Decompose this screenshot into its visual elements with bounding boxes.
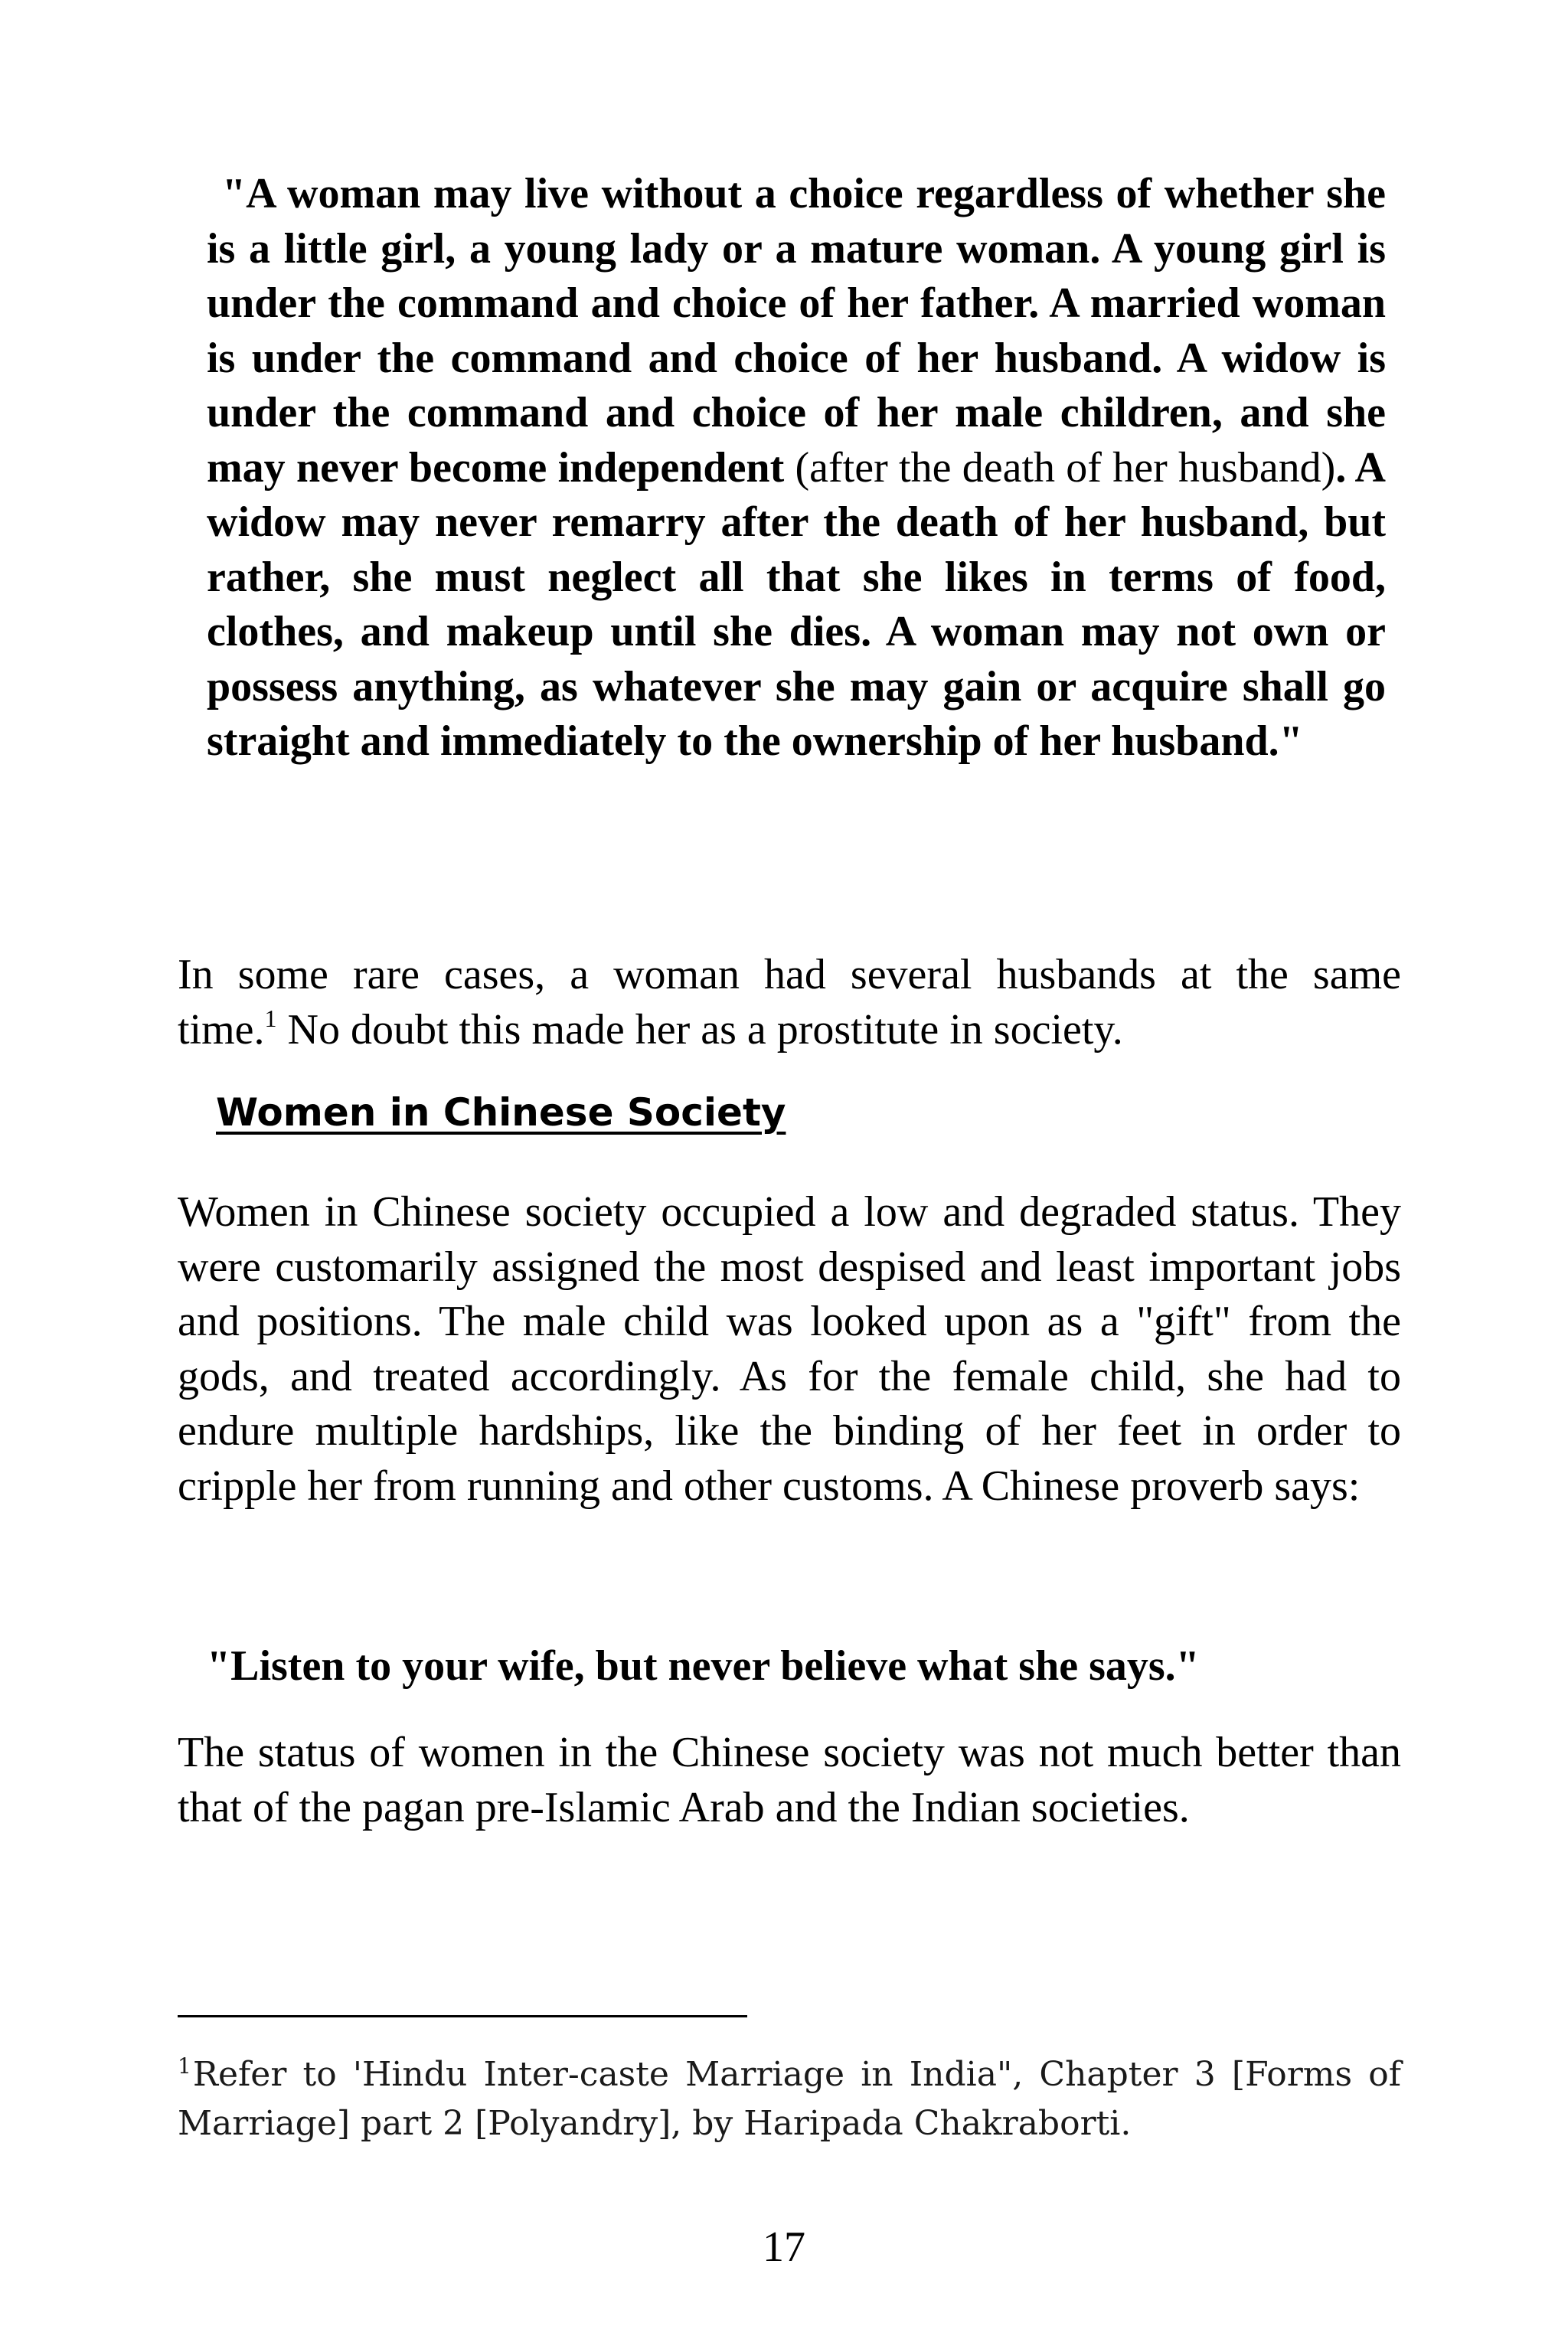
paragraph-1-text-before: In some rare cases, a woman had several husbands at the same time. — [178, 951, 1401, 1054]
chinese-proverb: "Listen to your wife, but never believe what she says." — [207, 1642, 1200, 1690]
footnote-marker: 1 — [178, 2053, 191, 2079]
footnote-text: Refer to 'Hindu Inter-caste Marriage in India", Chapter 3 [Forms of Marriage] part 2 [Polyandry], by Haripada Chakraborti. — [178, 2055, 1401, 2143]
quote-bold-part-1: "A woman may live without a choice regardless of whether she is a little girl, a young lady or a mature woman. A young girl is under the command and choice of her father. A married woman is under the command and choice of her husband. A widow is under the command and choice of her male children, and she may never become independent — [207, 170, 1386, 492]
paragraph-1-text-after: No doubt this made her as a prostitute in society. — [287, 1005, 1123, 1054]
section-heading-chinese-society: Women in Chinese Society — [216, 1090, 786, 1135]
page-number: 17 — [763, 2223, 805, 2271]
quote-bold-part-2: . A widow may never remarry after the death of her husband, but rather, she must neglect all that she likes in terms of food, clothes, and makeup until she dies. A woman may not own or possess anything, as whatever she may gain or acquire shall go straight and immediately to the ownership of her husband." — [207, 443, 1386, 765]
quote-plain-part: (after the death of her husband) — [784, 443, 1336, 492]
footnote — [178, 2050, 1401, 2148]
paragraph-status-comparison: The status of women in the Chinese society was not much better than that of the pagan pre-Islamic Arab and the Indian societies. — [178, 1729, 1401, 1831]
paragraph-several-husbands — [178, 948, 1401, 1057]
paragraph-chinese-society: Women in Chinese society occupied a low and degraded status. They were customarily assigned the most despised and least important jobs and positions. The male child was looked upon as a "gift" from the gods, and treated accordingly. As for the female child, she had to endure multiple hardships, like the binding of her feet in order to cripple her from running and other customs. A Chinese proverb says: — [178, 1188, 1401, 1510]
footnote-divider — [178, 2015, 747, 2017]
hindu-law-quote — [207, 167, 1386, 769]
footnote-reference[interactable]: 1 — [264, 1004, 277, 1032]
